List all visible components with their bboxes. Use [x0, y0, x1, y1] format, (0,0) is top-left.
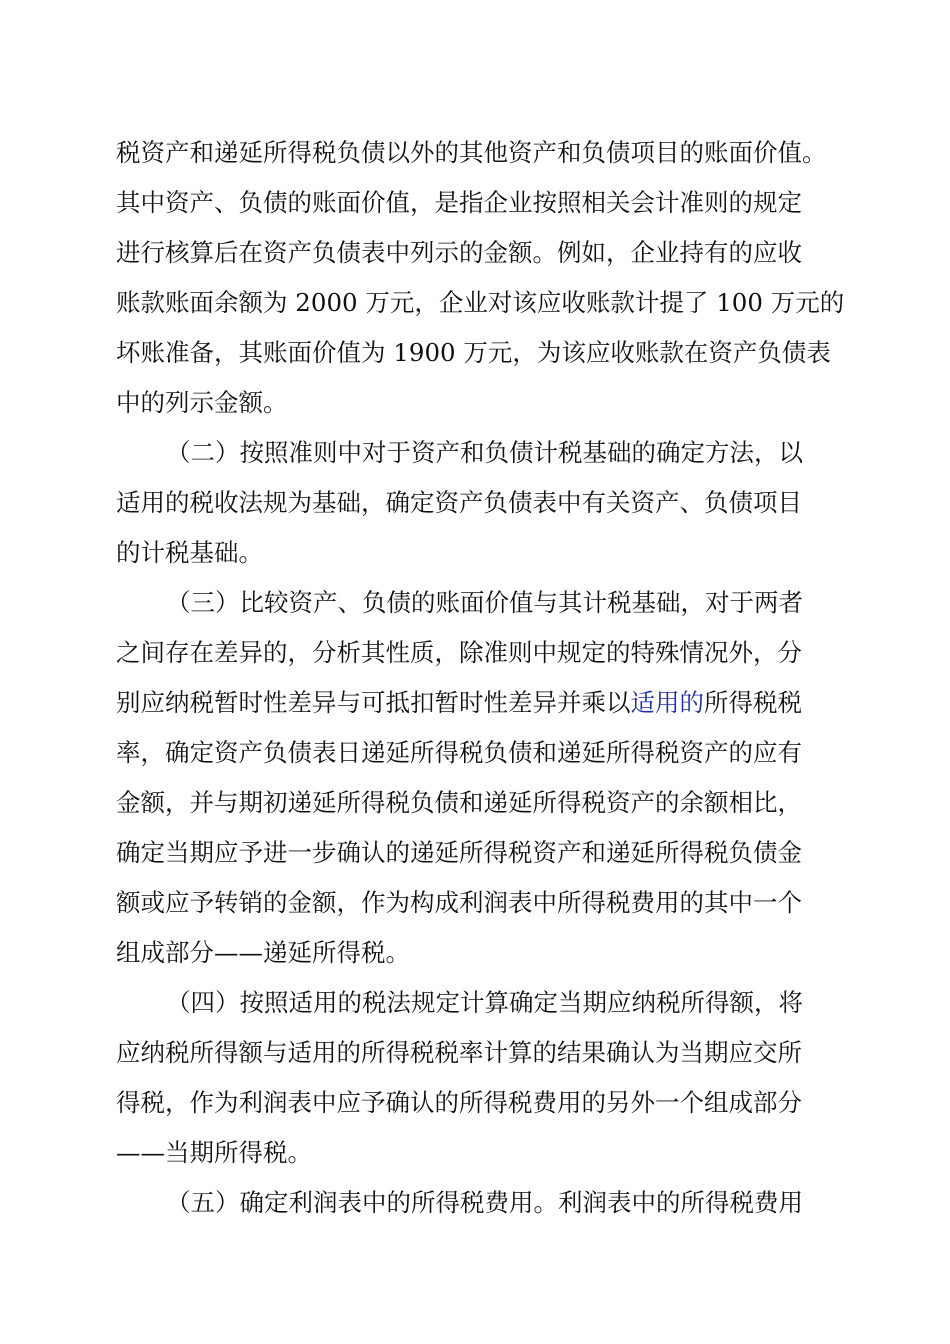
line-text: 别应纳税暂时性差异与可抵扣暂时性差异并乘以	[116, 688, 631, 717]
paragraph-line: （四）按照适用的税法规定计算确定当期应纳税所得额，将	[166, 988, 803, 1017]
paragraph-line: 金额，并与期初递延所得税负债和递延所得税资产的余额相比，	[116, 788, 802, 817]
line-text: 所得税税	[704, 688, 802, 717]
paragraph-line: （三）比较资产、负债的账面价值与其计税基础，对于两者	[166, 588, 803, 617]
paragraph-line: 适用的税收法规为基础，确定资产负债表中有关资产、负债项目	[116, 488, 802, 517]
paragraph-line: 组成部分——递延所得税。	[116, 938, 410, 967]
applicable-link[interactable]: 适用的	[630, 688, 704, 717]
paragraph-line: 得税，作为利润表中应予确认的所得税费用的另外一个组成部分	[116, 1088, 802, 1117]
paragraph-line: 其中资产、负债的账面价值，是指企业按照相关会计准则的规定	[116, 188, 802, 217]
paragraph-line: 账款账面余额为 2000 万元，企业对该应收账款计提了 100 万元的	[116, 288, 845, 317]
paragraph-line: 之间存在差异的，分析其性质，除准则中规定的特殊情况外，分	[116, 638, 802, 667]
paragraph-line: 额或应予转销的金额，作为构成利润表中所得税费用的其中一个	[116, 888, 802, 917]
paragraph-line: 坏账准备，其账面价值为 1900 万元，为该应收账款在资产负债表	[116, 338, 831, 367]
paragraph-line: 确定当期应予进一步确认的递延所得税资产和递延所得税负债金	[116, 838, 802, 867]
paragraph-line: ——当期所得税。	[116, 1138, 312, 1167]
paragraph-line: 率，确定资产负债表日递延所得税负债和递延所得税资产的应有	[116, 738, 802, 767]
paragraph-line: 中的列示金额。	[116, 388, 288, 417]
paragraph-line: 应纳税所得额与适用的所得税税率计算的结果确认为当期应交所	[116, 1038, 802, 1067]
paragraph-line: 税资产和递延所得税负债以外的其他资产和负债项目的账面价值。	[116, 138, 827, 167]
paragraph-line	[116, 686, 850, 720]
paragraph-line: （五）确定利润表中的所得税费用。利润表中的所得税费用	[166, 1188, 803, 1217]
paragraph-line: 的计税基础。	[116, 538, 263, 567]
paragraph-line: （二）按照准则中对于资产和负债计税基础的确定方法，以	[166, 438, 803, 467]
paragraph-line: 进行核算后在资产负债表中列示的金额。例如，企业持有的应收	[116, 238, 802, 267]
